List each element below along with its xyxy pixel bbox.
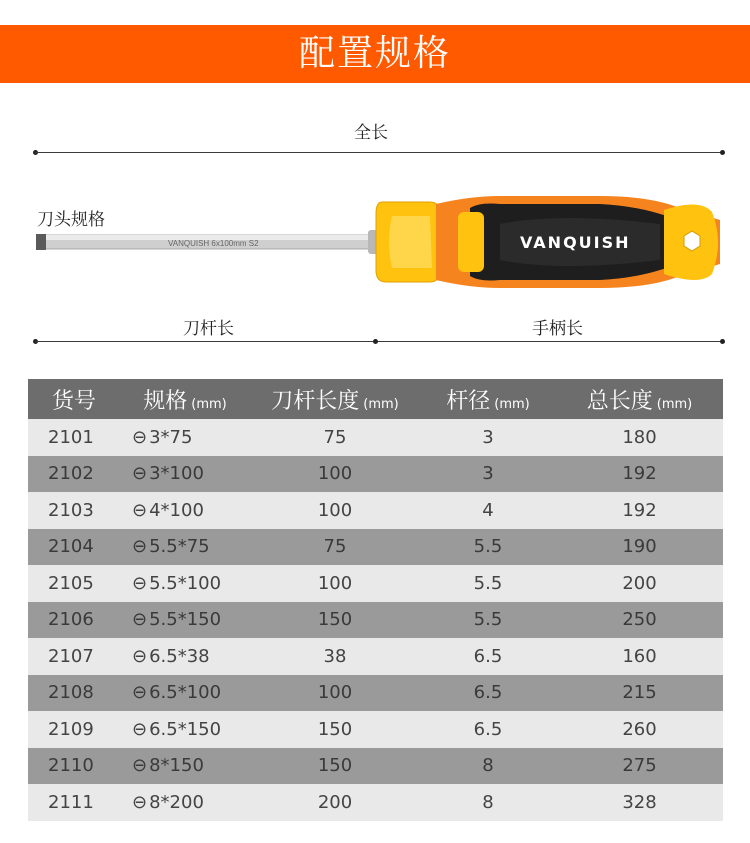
cell-diameter: 8: [420, 784, 556, 821]
slotted-tip-icon: ⊖: [132, 609, 148, 631]
cell-spec: ⊖ 6.5*38: [120, 638, 250, 675]
table-header-row: [28, 379, 723, 419]
cell-total-length: 328: [556, 784, 723, 821]
spec-table: [28, 379, 723, 821]
cell-diameter: 3: [420, 456, 556, 493]
table-row: [28, 638, 723, 675]
cell-total-length: 250: [556, 602, 723, 639]
dimension-endpoint: [373, 339, 378, 344]
header-shaft-length: 刀杆长度 (mm): [250, 379, 420, 419]
cell-shaft-length: 100: [250, 675, 420, 712]
cell-shaft-length: 150: [250, 711, 420, 748]
screwdriver-illustration: [0, 190, 750, 310]
slotted-tip-icon: ⊖: [132, 645, 148, 667]
cell-spec: ⊖ 5.5*100: [120, 565, 250, 602]
cell-diameter: 5.5: [420, 565, 556, 602]
cell-spec: ⊖ 5.5*75: [120, 529, 250, 566]
cell-spec: ⊖ 4*100: [120, 492, 250, 529]
dimension-endpoint: [720, 150, 725, 155]
cell-model: 2106: [28, 602, 120, 639]
cell-diameter: 8: [420, 748, 556, 785]
cell-shaft-length: 100: [250, 492, 420, 529]
slotted-tip-icon: ⊖: [132, 499, 148, 521]
shaft-length-label: 刀杆长: [183, 319, 234, 339]
cell-total-length: 275: [556, 748, 723, 785]
tip-spec-label: 刀头规格: [37, 210, 105, 230]
cell-spec: ⊖ 3*75: [120, 419, 250, 456]
cell-shaft-length: 200: [250, 784, 420, 821]
cell-total-length: 260: [556, 711, 723, 748]
table-row: [28, 419, 723, 456]
cell-spec: ⊖ 6.5*150: [120, 711, 250, 748]
slotted-tip-icon: ⊖: [132, 536, 148, 558]
table-row: [28, 748, 723, 785]
cell-diameter: 6.5: [420, 711, 556, 748]
cell-shaft-length: 38: [250, 638, 420, 675]
cell-total-length: 160: [556, 638, 723, 675]
table-row: [28, 675, 723, 712]
slotted-tip-icon: ⊖: [132, 572, 148, 594]
cell-shaft-length: 100: [250, 456, 420, 493]
cell-diameter: 5.5: [420, 602, 556, 639]
page-title-banner: 配置规格: [0, 25, 750, 83]
cell-model: 2108: [28, 675, 120, 712]
table-row: [28, 456, 723, 493]
slotted-tip-icon: ⊖: [132, 682, 148, 704]
slotted-tip-icon: ⊖: [132, 791, 148, 813]
cell-total-length: 192: [556, 492, 723, 529]
cell-shaft-length: 150: [250, 748, 420, 785]
cell-diameter: 4: [420, 492, 556, 529]
table-row: [28, 784, 723, 821]
table-row: [28, 711, 723, 748]
header-total-length: 总长度 (mm): [556, 379, 723, 419]
header-spec: 规格 (mm): [120, 379, 250, 419]
table-row: [28, 492, 723, 529]
slotted-tip-icon: ⊖: [132, 463, 148, 485]
cell-model: 2105: [28, 565, 120, 602]
handle-length-label: 手柄长: [532, 319, 583, 339]
cell-shaft-length: 150: [250, 602, 420, 639]
slotted-tip-icon: ⊖: [132, 755, 148, 777]
cell-shaft-length: 75: [250, 529, 420, 566]
cell-shaft-length: 100: [250, 565, 420, 602]
header-model: 货号: [28, 379, 120, 419]
cell-model: 2110: [28, 748, 120, 785]
cell-total-length: 215: [556, 675, 723, 712]
cell-spec: ⊖ 5.5*150: [120, 602, 250, 639]
slotted-tip-icon: ⊖: [132, 718, 148, 740]
dimension-endpoint: [720, 339, 725, 344]
cell-model: 2111: [28, 784, 120, 821]
cell-spec: ⊖ 8*150: [120, 748, 250, 785]
cell-spec: ⊖ 6.5*100: [120, 675, 250, 712]
slotted-tip-icon: ⊖: [132, 426, 148, 448]
cell-spec: ⊖ 3*100: [120, 456, 250, 493]
cell-diameter: 6.5: [420, 638, 556, 675]
cell-spec: ⊖ 8*200: [120, 784, 250, 821]
cell-diameter: 5.5: [420, 529, 556, 566]
cell-model: 2104: [28, 529, 120, 566]
table-row: [28, 565, 723, 602]
cell-total-length: 192: [556, 456, 723, 493]
cell-diameter: 3: [420, 419, 556, 456]
cell-model: 2109: [28, 711, 120, 748]
cell-diameter: 6.5: [420, 675, 556, 712]
total-length-label: 全长: [354, 123, 388, 143]
cell-model: 2103: [28, 492, 120, 529]
header-diameter: 杆径 (mm): [420, 379, 556, 419]
cell-total-length: 200: [556, 565, 723, 602]
handle-brand-text: VANQUISH: [520, 233, 631, 252]
total-length-line: [35, 152, 723, 153]
cell-shaft-length: 75: [250, 419, 420, 456]
cell-model: 2102: [28, 456, 120, 493]
shaft-handle-length-line: [35, 341, 723, 342]
cell-total-length: 180: [556, 419, 723, 456]
table-row: [28, 529, 723, 566]
cell-model: 2101: [28, 419, 120, 456]
cell-model: 2107: [28, 638, 120, 675]
table-row: [28, 602, 723, 639]
cell-total-length: 190: [556, 529, 723, 566]
shaft-engraving: VANQUISH 6x100mm S2: [168, 239, 259, 248]
